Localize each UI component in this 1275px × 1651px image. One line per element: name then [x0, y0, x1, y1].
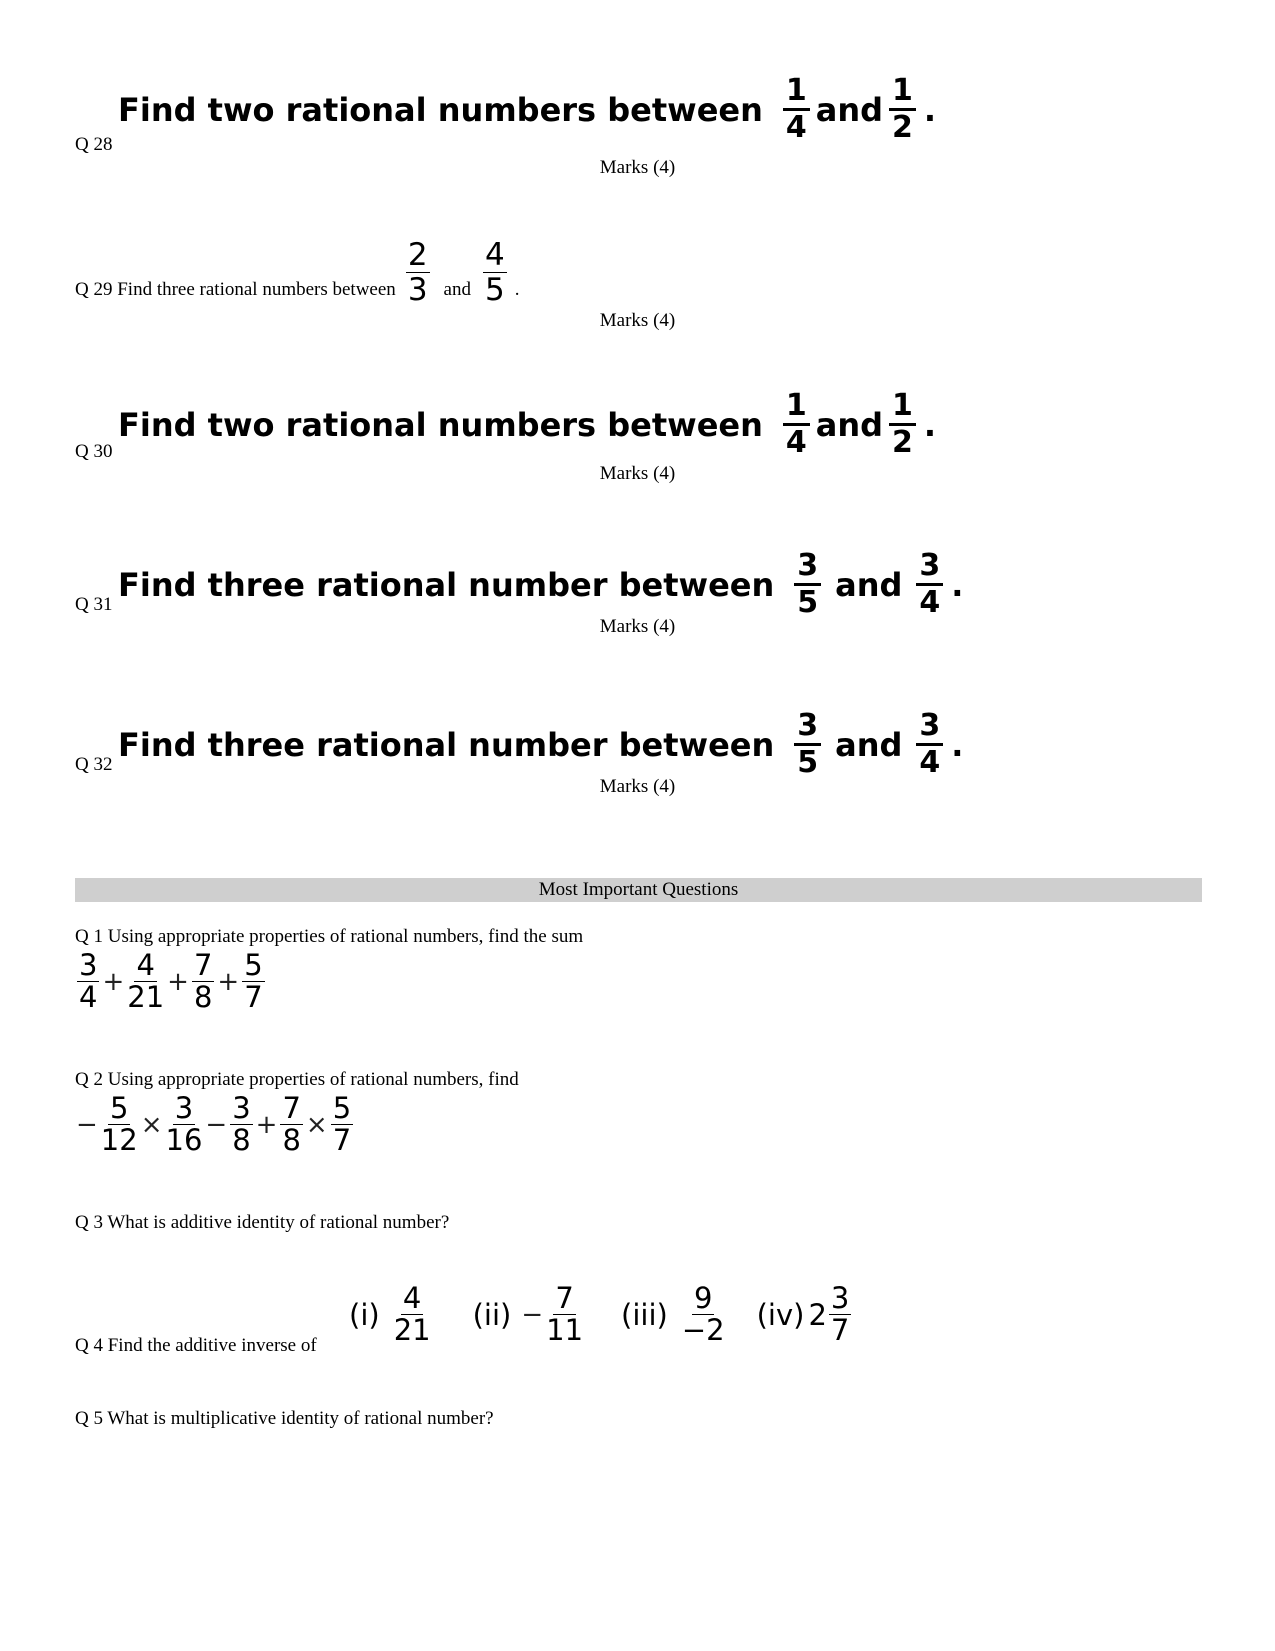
section-banner: Most Important Questions [75, 878, 1202, 902]
minus-sign: − [521, 1299, 544, 1330]
q29-question [75, 238, 519, 307]
mq1-fraction-3: $\frac{7}{8}$ [193, 948, 213, 1014]
q28-period: . [923, 90, 937, 129]
q30-number: Q 30 [75, 441, 113, 462]
q30-marks: Marks (4) [599, 463, 676, 484]
q29-fraction-1: $\frac{2}{3}$ [407, 237, 428, 308]
q28-prefix: Find two rational numbers between [118, 90, 763, 129]
q32-prefix: Find three rational number between [118, 725, 775, 764]
plus-sign: + [167, 966, 189, 997]
q32-number: Q 32 [75, 754, 113, 775]
mq4-label-iv: (iv) [756, 1297, 805, 1332]
q28-question [118, 74, 936, 145]
mq5-text: Q 5 What is multiplicative identity of rational number? [75, 1408, 494, 1429]
q31-prefix: Find three rational number between [118, 565, 775, 604]
mq2-fraction-3: $\frac{3}{8}$ [232, 1091, 251, 1157]
mq2-expression [75, 1093, 355, 1156]
q28-marks: Marks (4) [599, 157, 676, 178]
plus-sign: + [255, 1109, 278, 1140]
mq2-fraction-2: $\frac{3}{16}$ [165, 1091, 203, 1157]
q32-marks: Marks (4) [599, 776, 676, 797]
q30-and: and [815, 405, 884, 444]
q32-period: . [951, 725, 964, 764]
mq4-fraction-2: $\frac{7}{11}$ [546, 1281, 584, 1347]
mq4-text: Q 4 Find the additive inverse of [75, 1335, 317, 1356]
mq4-fraction-1: $\frac{4}{21}$ [393, 1281, 431, 1347]
q30-question [118, 389, 936, 460]
mq1-fraction-2: $\frac{4}{21}$ [127, 948, 165, 1014]
mq4-whole-part: 2 [808, 1297, 827, 1332]
plus-sign: + [102, 966, 125, 997]
q31-question [118, 549, 963, 620]
mq1-fraction-4: $\frac{5}{7}$ [244, 948, 263, 1014]
plus-sign: + [217, 966, 240, 997]
q28-fraction-2: 1 2 [889, 74, 916, 145]
mq4-label-ii: (ii) [472, 1297, 512, 1332]
mq4-label-i: (i) [349, 1297, 380, 1332]
q30-period: . [923, 405, 937, 444]
mq2-fraction-5: $\frac{5}{7}$ [332, 1091, 352, 1157]
times-sign: × [140, 1109, 163, 1140]
q29-marks: Marks (4) [599, 310, 676, 331]
mq1-expression [75, 950, 267, 1013]
mq4-label-iii: (iii) [621, 1297, 668, 1332]
q28-number: Q 28 [75, 134, 113, 155]
q31-and: and [835, 565, 903, 604]
q32-and: and [835, 725, 903, 764]
q31-number: Q 31 [75, 594, 113, 615]
q31-period: . [951, 565, 964, 604]
q32-question [118, 709, 963, 780]
mq4-fraction-4: $\frac{3}{7}$ [830, 1281, 850, 1347]
q30-prefix: Find two rational numbers between [118, 405, 763, 444]
q29-period: . [514, 279, 520, 300]
q28-and: and [815, 90, 884, 129]
mq1-fraction-1: $\frac{3}{4}$ [79, 948, 98, 1014]
q29-fraction-2: $\frac{4}{5}$ [484, 237, 505, 308]
mq4-fraction-3: $\frac{9}{-2}$ [681, 1281, 725, 1347]
minus-sign: − [76, 1109, 98, 1140]
q32-fraction-2: 3 4 [916, 709, 943, 780]
mq2-fraction-4: $\frac{7}{8}$ [282, 1091, 301, 1157]
q30-fraction-2: 1 2 [889, 389, 916, 460]
minus-sign: − [205, 1109, 228, 1140]
mq2-text: Q 2 Using appropriate properties of rational numbers, find [75, 1069, 519, 1090]
mq3-text: Q 3 What is additive identity of rational number? [75, 1212, 450, 1233]
q31-fraction-1: 3 5 [794, 549, 821, 620]
q32-fraction-1: 3 5 [794, 709, 821, 780]
mq2-fraction-1: $\frac{5}{12}$ [100, 1091, 138, 1157]
q28-fraction-1: 1 4 [783, 74, 810, 145]
q31-marks: Marks (4) [599, 616, 676, 637]
q30-fraction-1: 1 4 [783, 389, 810, 460]
q29-and: and [443, 279, 471, 300]
mq1-text: Q 1 Using appropriate properties of rational numbers, find the sum [75, 926, 584, 947]
mq4-expression [345, 1283, 853, 1346]
q31-fraction-2: 3 4 [916, 549, 943, 620]
times-sign: × [305, 1109, 328, 1140]
q29-text: Q 29 Find three rational numbers between [75, 279, 396, 300]
